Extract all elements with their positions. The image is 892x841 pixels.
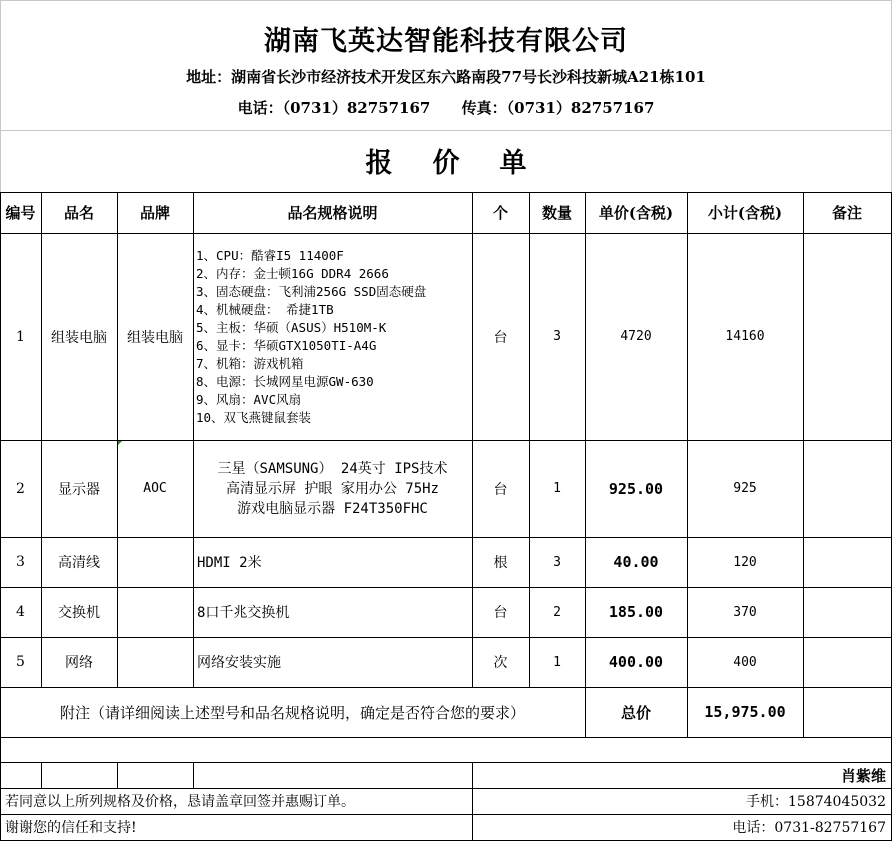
total-value: 15,975.00 <box>704 703 786 721</box>
row-qty: 3 <box>553 554 561 570</box>
spec-line: 4、机械硬盘： 希捷1TB <box>196 302 334 317</box>
row-price: 185.00 <box>608 603 664 621</box>
row-spec: 网络安装实施 <box>197 655 281 671</box>
footer-note: 附注（请详细阅读上述型号和品名规格说明，确定是否符合您的要求） <box>59 703 525 722</box>
row-brand: AOC <box>143 481 167 496</box>
row-name: 高清线 <box>58 555 100 571</box>
row-qty: 1 <box>553 654 561 670</box>
contact-name: 肖紫维 <box>840 766 886 785</box>
row-qty: 2 <box>553 604 561 620</box>
spec-line: 8、电源：长城网星电源GW-630 <box>196 374 374 389</box>
thanks-text: 谢谢您的信任和支持! <box>5 820 137 836</box>
row-spec <box>193 459 472 519</box>
total-label: 总价 <box>620 703 651 722</box>
row-no: 4 <box>16 604 25 620</box>
spec-line: 7、机箱：游戏机箱 <box>196 356 304 371</box>
col-header-qty: 数量 <box>541 204 572 222</box>
row-no: 3 <box>16 554 25 570</box>
contact-mobile: 手机：15874045032 <box>746 794 886 810</box>
row-subtotal: 120 <box>733 554 757 570</box>
spec-line: 9、风扇：AVC风扇 <box>196 392 302 407</box>
agree-text: 若同意以上所列规格及价格，恳请盖章回签并惠赐订单。 <box>5 794 355 810</box>
spec-line: 3、固态硬盘：飞利浦256G SSD固态硬盘 <box>196 284 427 299</box>
col-header-brand: 品牌 <box>139 204 170 222</box>
col-header-note: 备注 <box>831 204 862 222</box>
spec-line: 1、CPU：酷睿I5 11400F <box>196 248 344 263</box>
row-price: 925.00 <box>608 479 664 498</box>
spec-line: 高清显示屏 护眼 家用办公 75Hz <box>225 481 439 497</box>
row-price: 40.00 <box>613 553 659 571</box>
row-unit: 次 <box>493 655 508 671</box>
row-subtotal: 14160 <box>725 329 765 344</box>
row-spec: HDMI 2米 <box>197 555 262 571</box>
row-price: 4720 <box>620 329 652 344</box>
col-header-spec: 品名规格说明 <box>287 204 378 222</box>
company-name: 湖南飞英达智能科技有限公司 <box>264 25 628 57</box>
col-header-unit: 个 <box>492 204 508 222</box>
spec-line: 三星（SAMSUNG） 24英寸 IPS技术 <box>217 461 448 477</box>
row-no: 2 <box>16 480 25 497</box>
spec-line: 10、双飞燕键鼠套装 <box>196 410 312 425</box>
row-subtotal: 400 <box>733 654 757 670</box>
row-name: 组装电脑 <box>51 329 107 346</box>
col-header-price: 单价(含税) <box>598 204 674 222</box>
row-spec: 8口千兆交换机 <box>197 605 290 621</box>
row-name: 显示器 <box>58 481 100 498</box>
row-name: 网络 <box>65 655 93 671</box>
spec-line: 游戏电脑显示器 F24T350FHC <box>237 501 428 517</box>
spec-line: 6、显卡：华硕GTX1050TI-A4G <box>196 338 377 353</box>
row-qty: 1 <box>553 481 561 496</box>
company-address: 地址：湖南省长沙市经济技术开发区东六路南段77号长沙科技新城A21栋101 <box>186 67 706 86</box>
col-header-subtotal: 小计(含税) <box>707 204 783 222</box>
company-phone-fax: 电话：（0731）82757167 传真：（0731）82757167 <box>237 98 655 117</box>
row-name: 交换机 <box>58 605 100 621</box>
row-no: 5 <box>16 654 25 670</box>
row-unit: 台 <box>493 605 508 621</box>
row-subtotal: 925 <box>733 481 757 496</box>
spec-line: 2、内存：金士顿16G DDR4 2666 <box>196 266 389 281</box>
row-subtotal: 370 <box>733 604 757 620</box>
col-header-no: 编号 <box>5 204 36 222</box>
row-unit: 根 <box>493 555 508 571</box>
row-unit: 台 <box>493 329 508 346</box>
document-title: 报价单 <box>365 147 567 179</box>
spec-line: 5、主板：华硕（ASUS）H510M-K <box>196 320 387 335</box>
contact-tel: 电话：0731-82757167 <box>732 820 886 836</box>
col-header-name: 品名 <box>63 204 94 222</box>
row-price: 400.00 <box>608 653 664 671</box>
row-unit: 台 <box>493 481 508 498</box>
row-spec <box>193 247 472 427</box>
row-no: 1 <box>16 328 25 345</box>
row-qty: 3 <box>553 329 561 344</box>
row-brand: 组装电脑 <box>127 329 183 346</box>
